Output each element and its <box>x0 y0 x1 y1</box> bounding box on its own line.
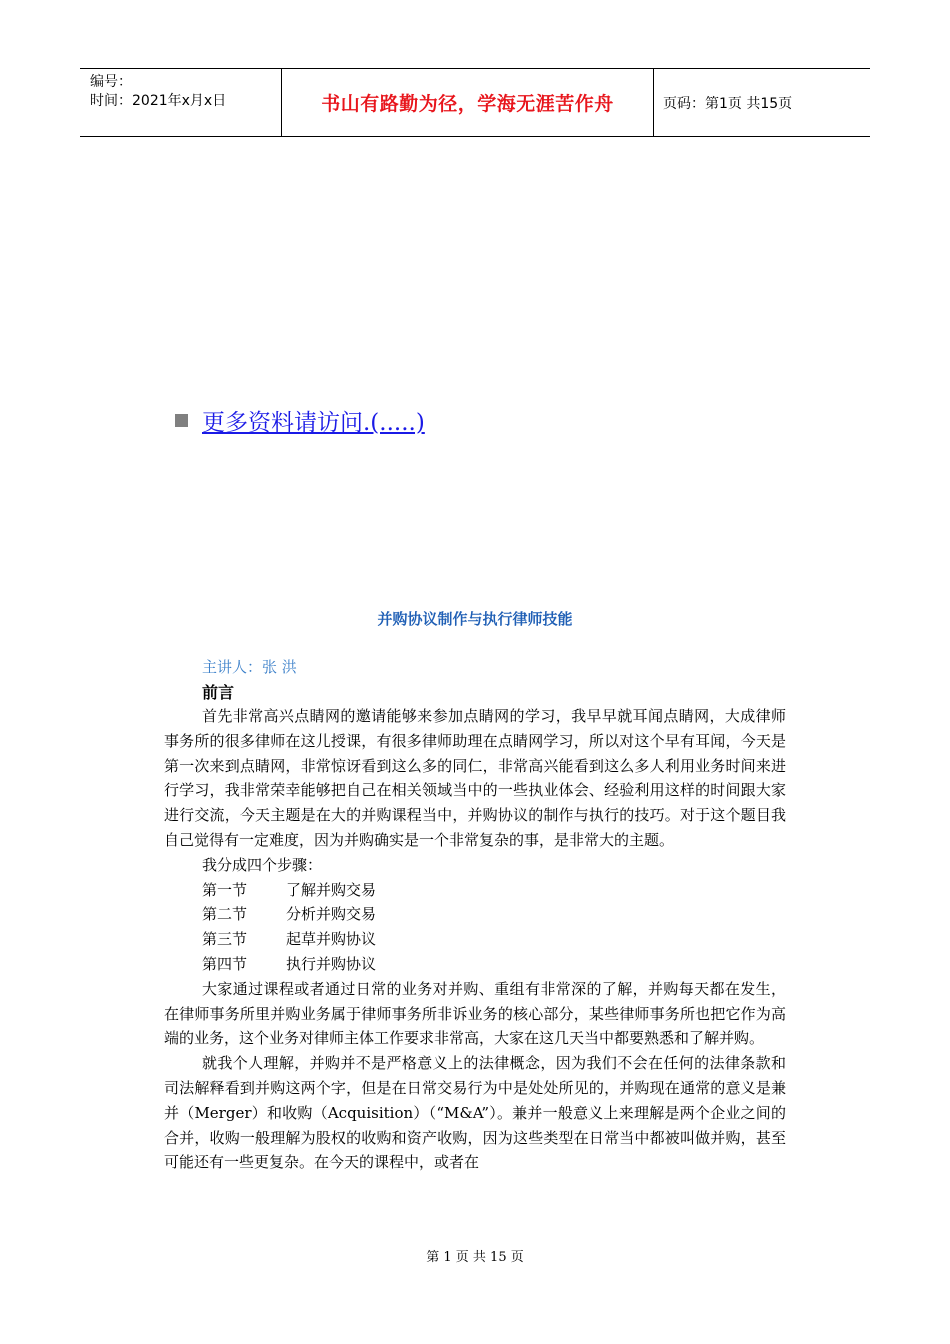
list-item: 第二节 分析并购交易 <box>202 905 377 924</box>
header-table <box>80 68 870 137</box>
header-meta-cell <box>80 69 282 136</box>
page-footer: 第 1 页 共 15 页 <box>426 1250 524 1265</box>
steps-list <box>164 878 786 977</box>
steps-intro: 我分成四个步骤： <box>202 855 323 874</box>
speaker-line: 主讲人：张 洪 <box>202 658 297 676</box>
paragraph-overview: 大家通过课程或者通过日常的业务对并购、重组有非常深的了解，并购每天都在发生，在律师事务所里并购业务属于律师事务所非诉业务的核心部分，某些律师事务所也把它作为高端的业务，这个业务对律师主体工作要求非常高，大家在这几天当中都要熟悉和了解并购。 <box>164 979 786 1048</box>
more-resources-link[interactable]: 更多资料请访问.(.....) <box>202 410 425 436</box>
document-body <box>164 704 786 1175</box>
preface-heading: 前言 <box>202 683 235 702</box>
paragraph-intro: 首先非常高兴点睛网的邀请能够来参加点睛网的学习，我早早就耳闻点睛网，大成律师事务所的很多律师在这儿授课，有很多律师助理在点睛网学习，所以对这个早有耳闻，今天是第一次来到点睛网，非常惊讶看到这么多的同仁，非常高兴能看到这么多人利用业务时间来进行学习，我非常荣幸能够把自己在相关领域当中的一些执业体会、经验利用这样的时间跟大家进行交流，今天主题是在大的并购课程当中，并购协议的制作与执行的技巧。对于这个题目我自己觉得有一定难度，因为并购确实是一个非常复杂的事，是非常大的主题。 <box>164 707 786 849</box>
number-label: 编号： <box>90 74 132 90</box>
list-item: 第一节 了解并购交易 <box>202 880 377 899</box>
list-item: 第三节 起草并购协议 <box>202 930 377 949</box>
list-item: 第四节 执行并购协议 <box>202 954 377 973</box>
header-page-info: 页码：第1页 共15页 <box>663 95 793 112</box>
more-resources-line <box>175 404 425 437</box>
date-label: 时间：2021年x月x日 <box>90 93 227 109</box>
document-title: 并购协议制作与执行律师技能 <box>377 610 573 628</box>
paragraph-definition: 就我个人理解，并购并不是严格意义上的法律概念，因为我们不会在任何的法律条款和司法解释看到并购这两个字，但是在日常交易行为中是处处所见的，并购现在通常的意义是兼并（Merger）和收购（Acquisition）（“M&A”）。兼并一般意义上来理解是两个企业之间的合并，收购一般理解为股权的收购和资产收购，因为这些类型在日常当中都被叫做并购，甚至可能还有一些更复杂。在今天的课程中，或者在 <box>164 1054 786 1172</box>
header-motto: 书山有路勤为径，学海无涯苦作舟 <box>282 69 654 136</box>
square-bullet-icon <box>175 414 188 427</box>
